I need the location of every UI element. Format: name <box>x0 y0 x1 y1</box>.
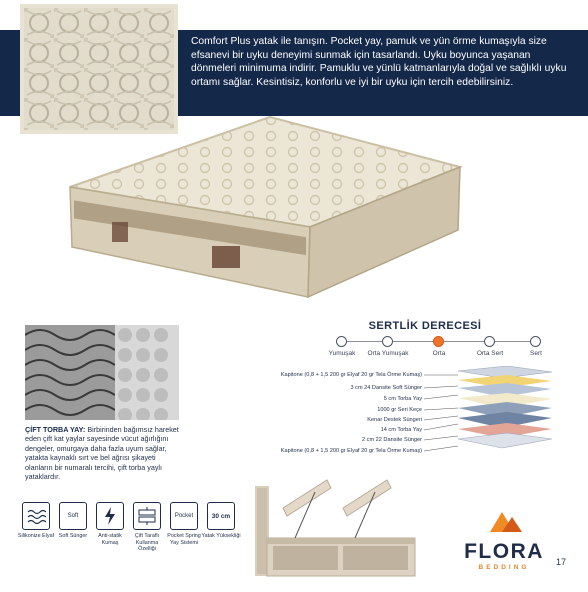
feature-label-double-sided: Çift Taraflı Kullanma Özelliği <box>134 533 160 552</box>
feature-label-anti-static: Anti-statik Kumaş <box>98 533 122 546</box>
feature-soft-foam <box>59 502 87 540</box>
firmness-label-medium-firm: Orta Sert <box>476 350 504 357</box>
layers-stack <box>262 366 562 461</box>
double-sided-icon <box>133 502 161 530</box>
pocket-spring-icon: Pocket <box>170 502 198 530</box>
firmness-dot-medium-soft <box>382 336 393 347</box>
brand-name: FLORA <box>464 540 544 563</box>
layer-label-7: 2 cm 22 Dansite Sünger <box>361 437 422 443</box>
feature-label-pocket-spring: Pocket Spring Yay Sistemi <box>167 533 201 546</box>
feature-anti-static <box>96 502 124 546</box>
silicone-fiber-icon <box>22 502 50 530</box>
feature-height <box>201 502 241 540</box>
firmness-title: SERTLİK DERECESİ <box>368 320 482 332</box>
firmness-dot-firm <box>530 336 541 347</box>
layers-diagram <box>262 366 562 461</box>
feature-icons <box>17 502 252 582</box>
feature-pocket-spring <box>167 502 201 546</box>
anti-static-icon <box>96 502 124 530</box>
firmness-label-firm: Sert <box>530 350 542 357</box>
layer-label-8: Kapitone (0,8 + 1,5 200 gr Elyaf 20 gr Tela Örme Kumaş) <box>280 448 422 454</box>
pocket-spring-body: Birbirinden bağımsız hareket eden çift kat yaylar sayesinde vücut ağırlığını dengeler, omurgaya daha fazla uyum sağlar, yatakta kaynaklı sırt ve bel ağrısı şikayeti olanların bir numaralı tercihi, çift torba yaylı yataklardır. <box>25 425 179 482</box>
feature-label-silicone-fiber: Silikonize Elyaf <box>17 533 55 539</box>
layer-label-6: 14 cm Torba Yay <box>380 427 422 433</box>
layer-label-4: 1000 gr Seri Keçe <box>377 407 422 413</box>
firmness-label-medium: Orta <box>432 350 446 357</box>
feature-double-sided <box>133 502 161 553</box>
firmness-label-medium-soft: Orta Yumuşak <box>367 350 409 357</box>
mattress-illustration <box>40 112 480 312</box>
pocket-spring-title: ÇİFT TORBA YAY: <box>25 425 86 434</box>
soft-foam-icon: Soft <box>59 502 87 530</box>
feature-label-height: Yatak Yüksekliği <box>201 533 241 539</box>
firmness-dot-soft <box>336 336 347 347</box>
pocket-spring-description <box>25 425 185 481</box>
layer-label-1: Kapitone (0,8 + 1,5 200 gr Elyaf 20 gr Tela Örme Kumaş) <box>280 372 422 378</box>
firmness-scale <box>320 332 560 362</box>
pocket-spring-photo <box>25 325 179 420</box>
firmness-dot-medium-firm <box>484 336 495 347</box>
height-icon: 30 cm <box>207 502 235 530</box>
feature-label-soft-foam: Soft Sünger <box>58 533 88 539</box>
storage-bed-photo <box>255 468 425 586</box>
intro-paragraph: Comfort Plus yatak ile tanışın. Pocket yay, pamuk ve yün örme kumaşıyla size efsanevi bir uyku deneyimi sunmak için tasarlandı. Uyku boyunca yaşanan dönmeleri minimuma indirir. Pamuklu ve yünlü katmanlarıyla doğal ve sağlıklı uyku ortamı sağlar. Kesintisiz, konforlu ve iyi bir uyku için tercih edebilirsiniz. <box>191 36 567 88</box>
layer-label-5: Kenar Destek Süngeri <box>367 417 422 423</box>
layer-label-2: 3 cm 24 Dansite Soft Sünger <box>350 385 422 391</box>
brand-subtitle: BEDDING <box>478 564 530 571</box>
page-number: 17 <box>556 557 567 567</box>
feature-silicone-fiber <box>17 502 55 540</box>
firmness-label-soft: Yumuşak <box>328 350 356 357</box>
layer-label-3: 5 cm Torba Yay <box>383 396 422 402</box>
firmness-dot-medium <box>433 336 444 347</box>
